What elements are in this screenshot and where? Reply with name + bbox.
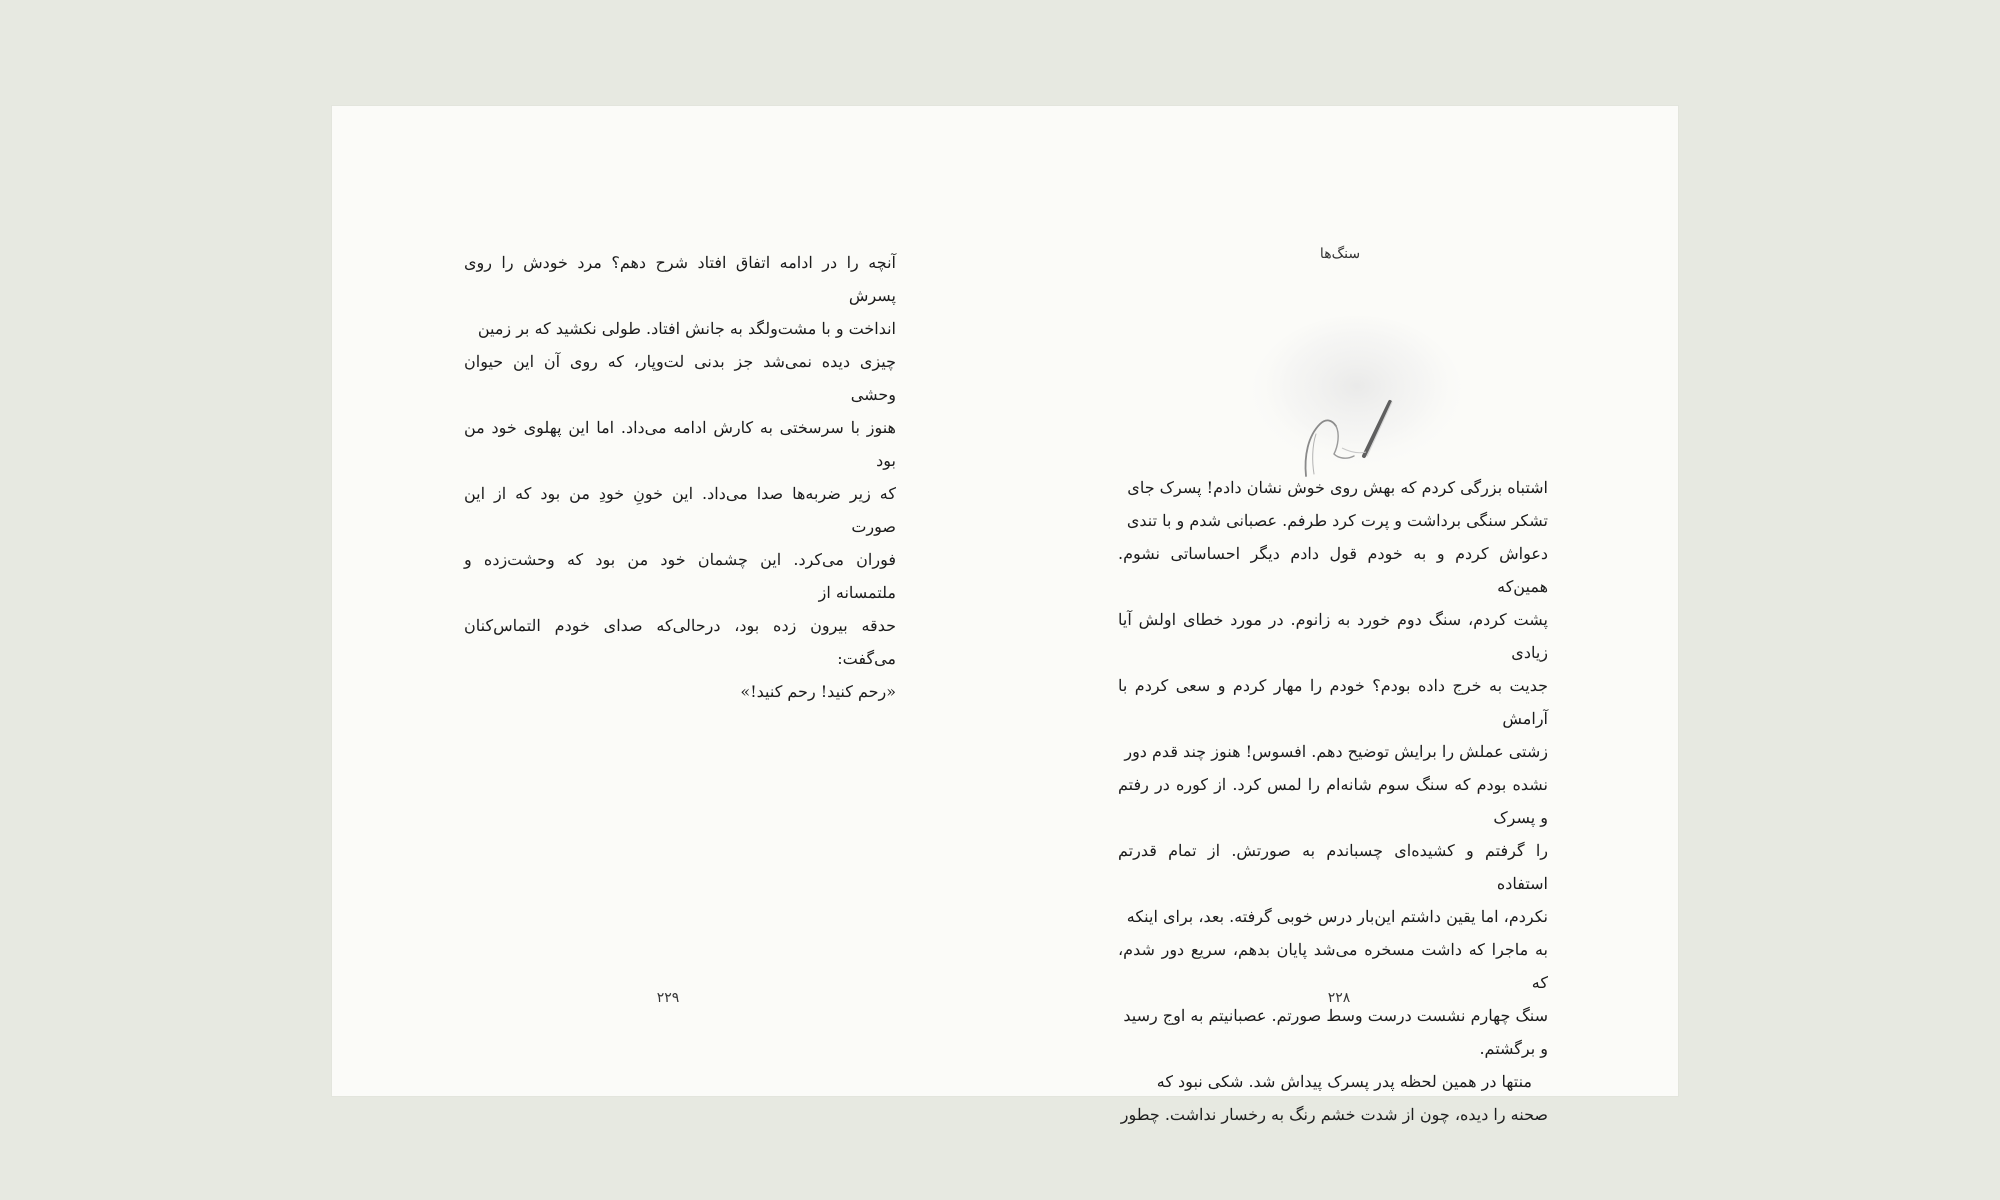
text-line: فوران می‌کرد. این چشمان خود من بود که وحشت‌زده و ملتمسانه از xyxy=(464,550,896,602)
text-line: زشتی عملش را برایش توضیح دهم. افسوس! هنوز چند قدم دور xyxy=(1124,742,1548,761)
text-line: انداخت و با مشت‌ولگد به جانش افتاد. طولی نکشید که بر زمین xyxy=(477,319,896,338)
page-number-left: ۲۲۹ xyxy=(656,990,680,1006)
text-line: نکردم، اما یقین داشتم این‌بار درس خوبی گرفته. بعد، برای اینکه xyxy=(1126,907,1548,926)
left-page-text xyxy=(464,246,896,708)
text-line: صحنه را دیده، چون از شدت خشم رنگ به رخسار نداشت. چطور xyxy=(1120,1105,1548,1124)
text-line: هنوز با سرسختی به کارش ادامه می‌داد. اما این پهلوی خود من بود xyxy=(464,418,896,470)
right-page-text xyxy=(1118,471,1548,1131)
text-line: دعواش کردم و به خودم قول دادم دیگر احساساتی نشوم. همین‌که xyxy=(1118,544,1549,596)
text-line: و برگشتم. xyxy=(1479,1039,1548,1058)
text-line: که زیر ضربه‌ها صدا می‌داد. این خونِ خودِ من بود که از این صورت xyxy=(464,484,896,536)
text-line: پشت کردم، سنگ دوم خورد به زانوم. در مورد خطای اولش آیا زیادی xyxy=(1118,610,1548,662)
text-line: «رحم کنید! رحم کنید!» xyxy=(740,682,896,701)
text-line: اشتباه بزرگی کردم که بهش روی خوش نشان دادم! پسرک جای xyxy=(1127,478,1548,497)
text-line: چیزی دیده نمی‌شد جز بدنی لت‌وپار، که روی آن این حیوان وحشی xyxy=(464,352,896,404)
text-line: آنچه را در ادامه اتفاق افتاد شرح دهم؟ مرد خودش را روی پسرش xyxy=(464,253,896,305)
text-line: حدقه بیرون زده بود، درحالی‌که صدای خودم التماس‌کنان می‌گفت: xyxy=(464,616,896,668)
left-page xyxy=(332,106,1002,1096)
book-spread xyxy=(332,106,1678,1124)
stone-illustration xyxy=(1242,316,1462,486)
right-page xyxy=(1002,106,1678,1124)
text-line: به ماجرا که داشت مسخره می‌شد پایان بدهم، سریع دور شدم، که xyxy=(1118,940,1548,992)
text-line: تشکر سنگی برداشت و پرت کرد طرفم. عصبانی شدم و با تندی xyxy=(1126,511,1548,530)
text-line: منتها در همین لحظه پدر پسرک پیداش شد. شکی نبود که xyxy=(1156,1072,1532,1091)
text-line: نشده بودم که سنگ سوم شانه‌ام را لمس کرد. از کوره در رفتم و پسرک xyxy=(1118,775,1548,827)
text-line: سنگ چهارم نشست درست وسط صورتم. عصبانیتم به اوج رسید xyxy=(1123,1006,1548,1025)
running-head: سنگ‌ها xyxy=(1319,246,1361,262)
text-line: جدیت به خرج داده بودم؟ خودم را مهار کردم و سعی کردم با آرامش xyxy=(1118,676,1548,728)
text-line: را گرفتم و کشیده‌ای چسباندم به صورتش. از تمام قدرتم استفاده xyxy=(1118,841,1548,893)
page-number-right: ۲۲۸ xyxy=(1327,990,1351,1006)
